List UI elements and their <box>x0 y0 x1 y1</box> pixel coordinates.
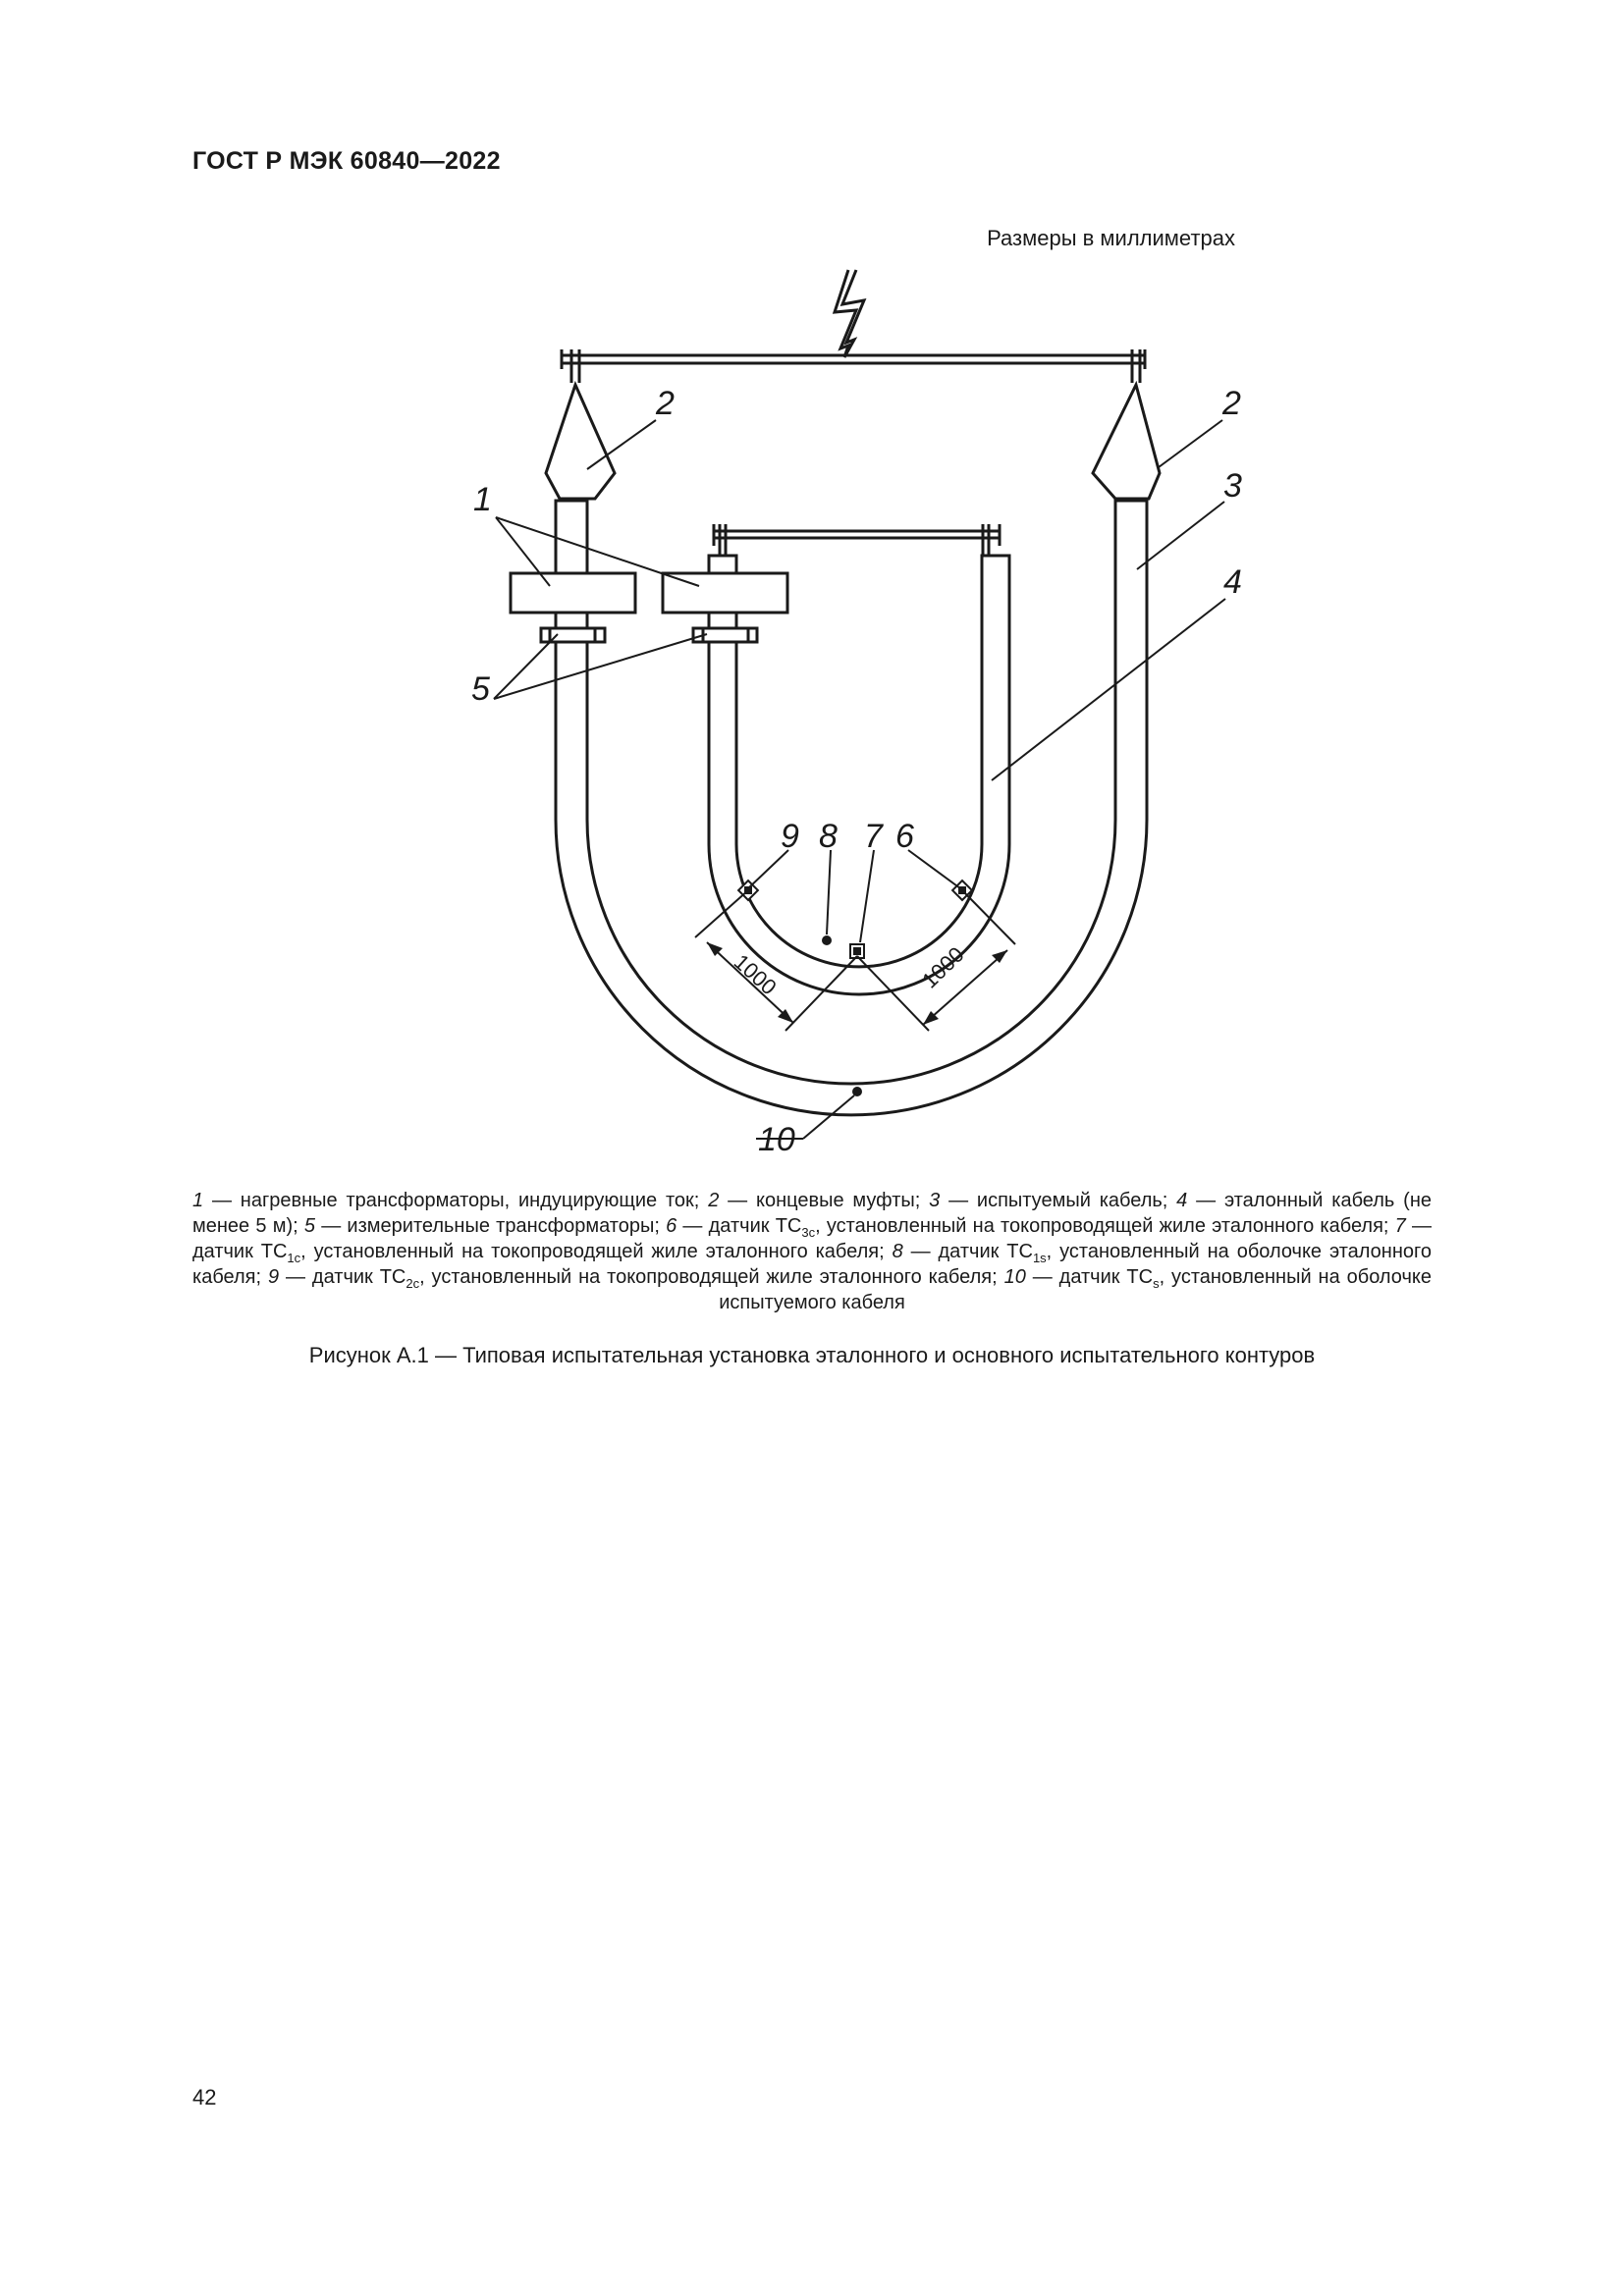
legend-item-number: 9 <box>267 1266 280 1288</box>
label-1: 1 <box>473 481 492 518</box>
reference-cable <box>709 556 1009 994</box>
legend-subscript: 1s <box>1032 1251 1047 1265</box>
legend-item-text: — концевые муфты; <box>719 1190 930 1211</box>
legend-item-text: , установленный на токопроводящей жиле эталонного кабеля; <box>815 1215 1395 1237</box>
dimensions-note: Размеры в миллиметрах <box>987 226 1235 250</box>
figure-legend <box>192 1188 1432 1315</box>
legend-item-text: , установленный на оболочке эталонного кабеля; <box>192 1241 1432 1288</box>
label-4: 4 <box>1223 563 1242 601</box>
legend-subscript: 2c <box>406 1276 420 1291</box>
label-2-right: 2 <box>1222 385 1241 422</box>
inner-busbar <box>709 524 1000 573</box>
label-8: 8 <box>819 818 838 855</box>
legend-item-number: 5 <box>303 1215 316 1237</box>
label-7: 7 <box>864 818 883 855</box>
legend-item-text: — датчик TC <box>1025 1266 1154 1288</box>
legend-item-number: 8 <box>892 1241 903 1262</box>
legend-subscript: s <box>1153 1276 1160 1291</box>
legend-item-text: , установленный на токопроводящей жиле эталонного кабеля; <box>419 1266 1004 1288</box>
legend-item-number: 10 <box>1003 1266 1026 1288</box>
legend-item-number: 7 <box>1394 1215 1406 1237</box>
label-5: 5 <box>471 670 490 708</box>
legend-item-number: 1 <box>192 1190 204 1211</box>
sensor-7 <box>850 944 864 958</box>
label-2-left: 2 <box>656 385 675 422</box>
legend-item-text: — эталонный кабель (не менее 5 м); <box>192 1190 1433 1237</box>
dimension-value-left: 1000 <box>729 949 782 1000</box>
termination-right <box>1093 385 1160 499</box>
test-cable <box>556 501 1147 1115</box>
top-busbar <box>562 349 1145 383</box>
legend-item-text: , установленный на токопроводящей жиле эталонного кабеля; <box>300 1241 893 1262</box>
label-6: 6 <box>895 818 914 855</box>
legend-item-number: 6 <box>666 1215 677 1237</box>
legend-item-text: — датчик TC <box>279 1266 406 1288</box>
legend-item-text: — нагревные трансформаторы, индуцирующие ток; <box>203 1190 709 1211</box>
legend-subscript: 1c <box>287 1251 301 1265</box>
sensor-8 <box>822 935 832 945</box>
legend-subscript: 3c <box>801 1225 816 1240</box>
legend-item-number: 4 <box>1176 1190 1188 1211</box>
measuring-transformer-left <box>541 628 605 642</box>
lightning-icon <box>835 270 864 357</box>
legend-item-text: — испытуемый кабель; <box>940 1190 1177 1211</box>
figure-caption: Рисунок А.1 — Типовая испытательная установка эталонного и основного испытательного контуров <box>308 1343 1316 1367</box>
legend-item-text: — измерительные трансформаторы; <box>315 1215 667 1237</box>
label-9: 9 <box>781 818 799 855</box>
termination-left <box>546 385 615 499</box>
legend-item-number: 3 <box>929 1190 941 1211</box>
document-header: ГОСТ Р МЭК 60840—2022 <box>192 147 501 175</box>
label-10: 10 <box>758 1121 795 1158</box>
label-3: 3 <box>1223 467 1242 505</box>
legend-item-text: , установленный на оболочке испытуемого кабеля <box>719 1266 1432 1313</box>
dimension-value-right: 1000 <box>917 941 969 993</box>
heating-transformer-left <box>511 573 635 613</box>
page-number: 42 <box>192 2085 217 2109</box>
legend-item-text: — датчик TC <box>192 1215 1433 1262</box>
legend-item-number: 2 <box>708 1190 720 1211</box>
legend-item-text: — датчик TC <box>902 1241 1033 1262</box>
legend-item-text: — датчик TC <box>677 1215 802 1237</box>
